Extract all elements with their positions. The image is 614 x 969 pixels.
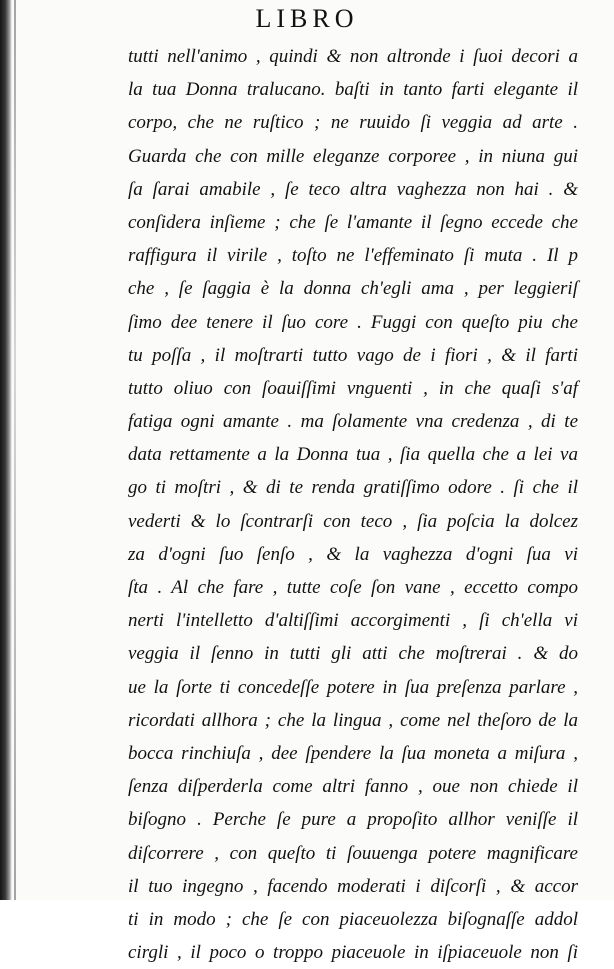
- running-head: LIBRO: [255, 4, 359, 33]
- text-line: ricordati allhora ; che la lingua , come nel theſoro de la: [128, 709, 578, 731]
- text-line: cirgli , il poco o troppo piaceuole in iſpiaceuole non ſi: [128, 942, 578, 964]
- text-block: [128, 40, 578, 969]
- binding-shadow: [0, 0, 12, 900]
- text-line: conſidera inſieme ; che ſe l'amante il ſegno eccede che: [128, 211, 578, 233]
- text-line: Guarda che con mille eleganze corporee , in niuna gui: [128, 145, 578, 167]
- text-line: il tuo ingegno , facendo moderati i diſcorſi , & accor: [128, 875, 578, 897]
- text-line: go ti moſtri , & di te renda gratiſſimo odore . ſi che il: [128, 477, 578, 499]
- text-line: bocca rinchiuſa , dee ſpendere la ſua moneta a miſura ,: [128, 742, 578, 764]
- text-line: ſa ſarai amabile , ſe teco altra vaghezza non hai . &: [128, 178, 578, 200]
- text-line: vederti & lo ſcontrarſi con teco , ſia poſcia la dolcez: [128, 510, 578, 532]
- text-line: nerti l'intelletto d'altiſſimi accorgimenti , ſi ch'ella vi: [128, 610, 578, 632]
- binding-edge: [14, 0, 16, 900]
- text-line: tutti nell'animo , quindi & non altronde i ſuoi decori a: [128, 46, 578, 67]
- text-line: la tua Donna tralucano. baſti in tanto farti elegante il: [128, 79, 578, 101]
- text-line: za d'ogni ſuo ſenſo , & la vaghezza d'ogni ſua vi: [128, 543, 578, 565]
- text-line: ſimo dee tenere il ſuo core . Fuggi con queſto piu che: [128, 311, 578, 333]
- text-line: diſcorrere , con queſto ti ſouuenga potere magnificare: [128, 842, 578, 864]
- text-line: biſogno . Perche ſe pure a propoſito allhor veniſſe il: [128, 809, 578, 831]
- text-line: raffigura il virile , toſto ne l'effeminato ſi muta . Il p: [128, 245, 578, 267]
- text-line: tutto oliuo con ſoauiſſimi vnguenti , in che quaſi s'af: [128, 377, 578, 399]
- text-line: ſta . Al che fare , tutte coſe ſon vane , eccetto compo: [128, 577, 578, 598]
- text-line: tu poſſa , il moſtrarti tutto vago de i fiori , & il farti: [128, 344, 578, 366]
- text-line: corpo, che ne ruſtico ; ne ruuido ſi veggia ad arte .: [128, 112, 578, 134]
- text-line: data rettamente a la Donna tua , ſia quella che a lei va: [128, 444, 578, 466]
- text-line: ti in modo ; che ſe con piaceuolezza biſognaſſe addol: [128, 908, 578, 930]
- text-line: ue la ſorte ti concedeſſe potere in ſua preſenza parlare ,: [128, 676, 578, 698]
- text-line: ſenza diſperderla come altri fanno , oue non chiede il: [128, 776, 578, 798]
- text-line: veggia il ſenno in tutti gli atti che moſtrerai . & do: [128, 643, 578, 665]
- text-line: che , ſe ſaggia è la donna ch'egli ama , per leggieriſ: [128, 278, 578, 300]
- text-line: fatiga ogni amante . ma ſolamente vna credenza , di te: [128, 411, 578, 433]
